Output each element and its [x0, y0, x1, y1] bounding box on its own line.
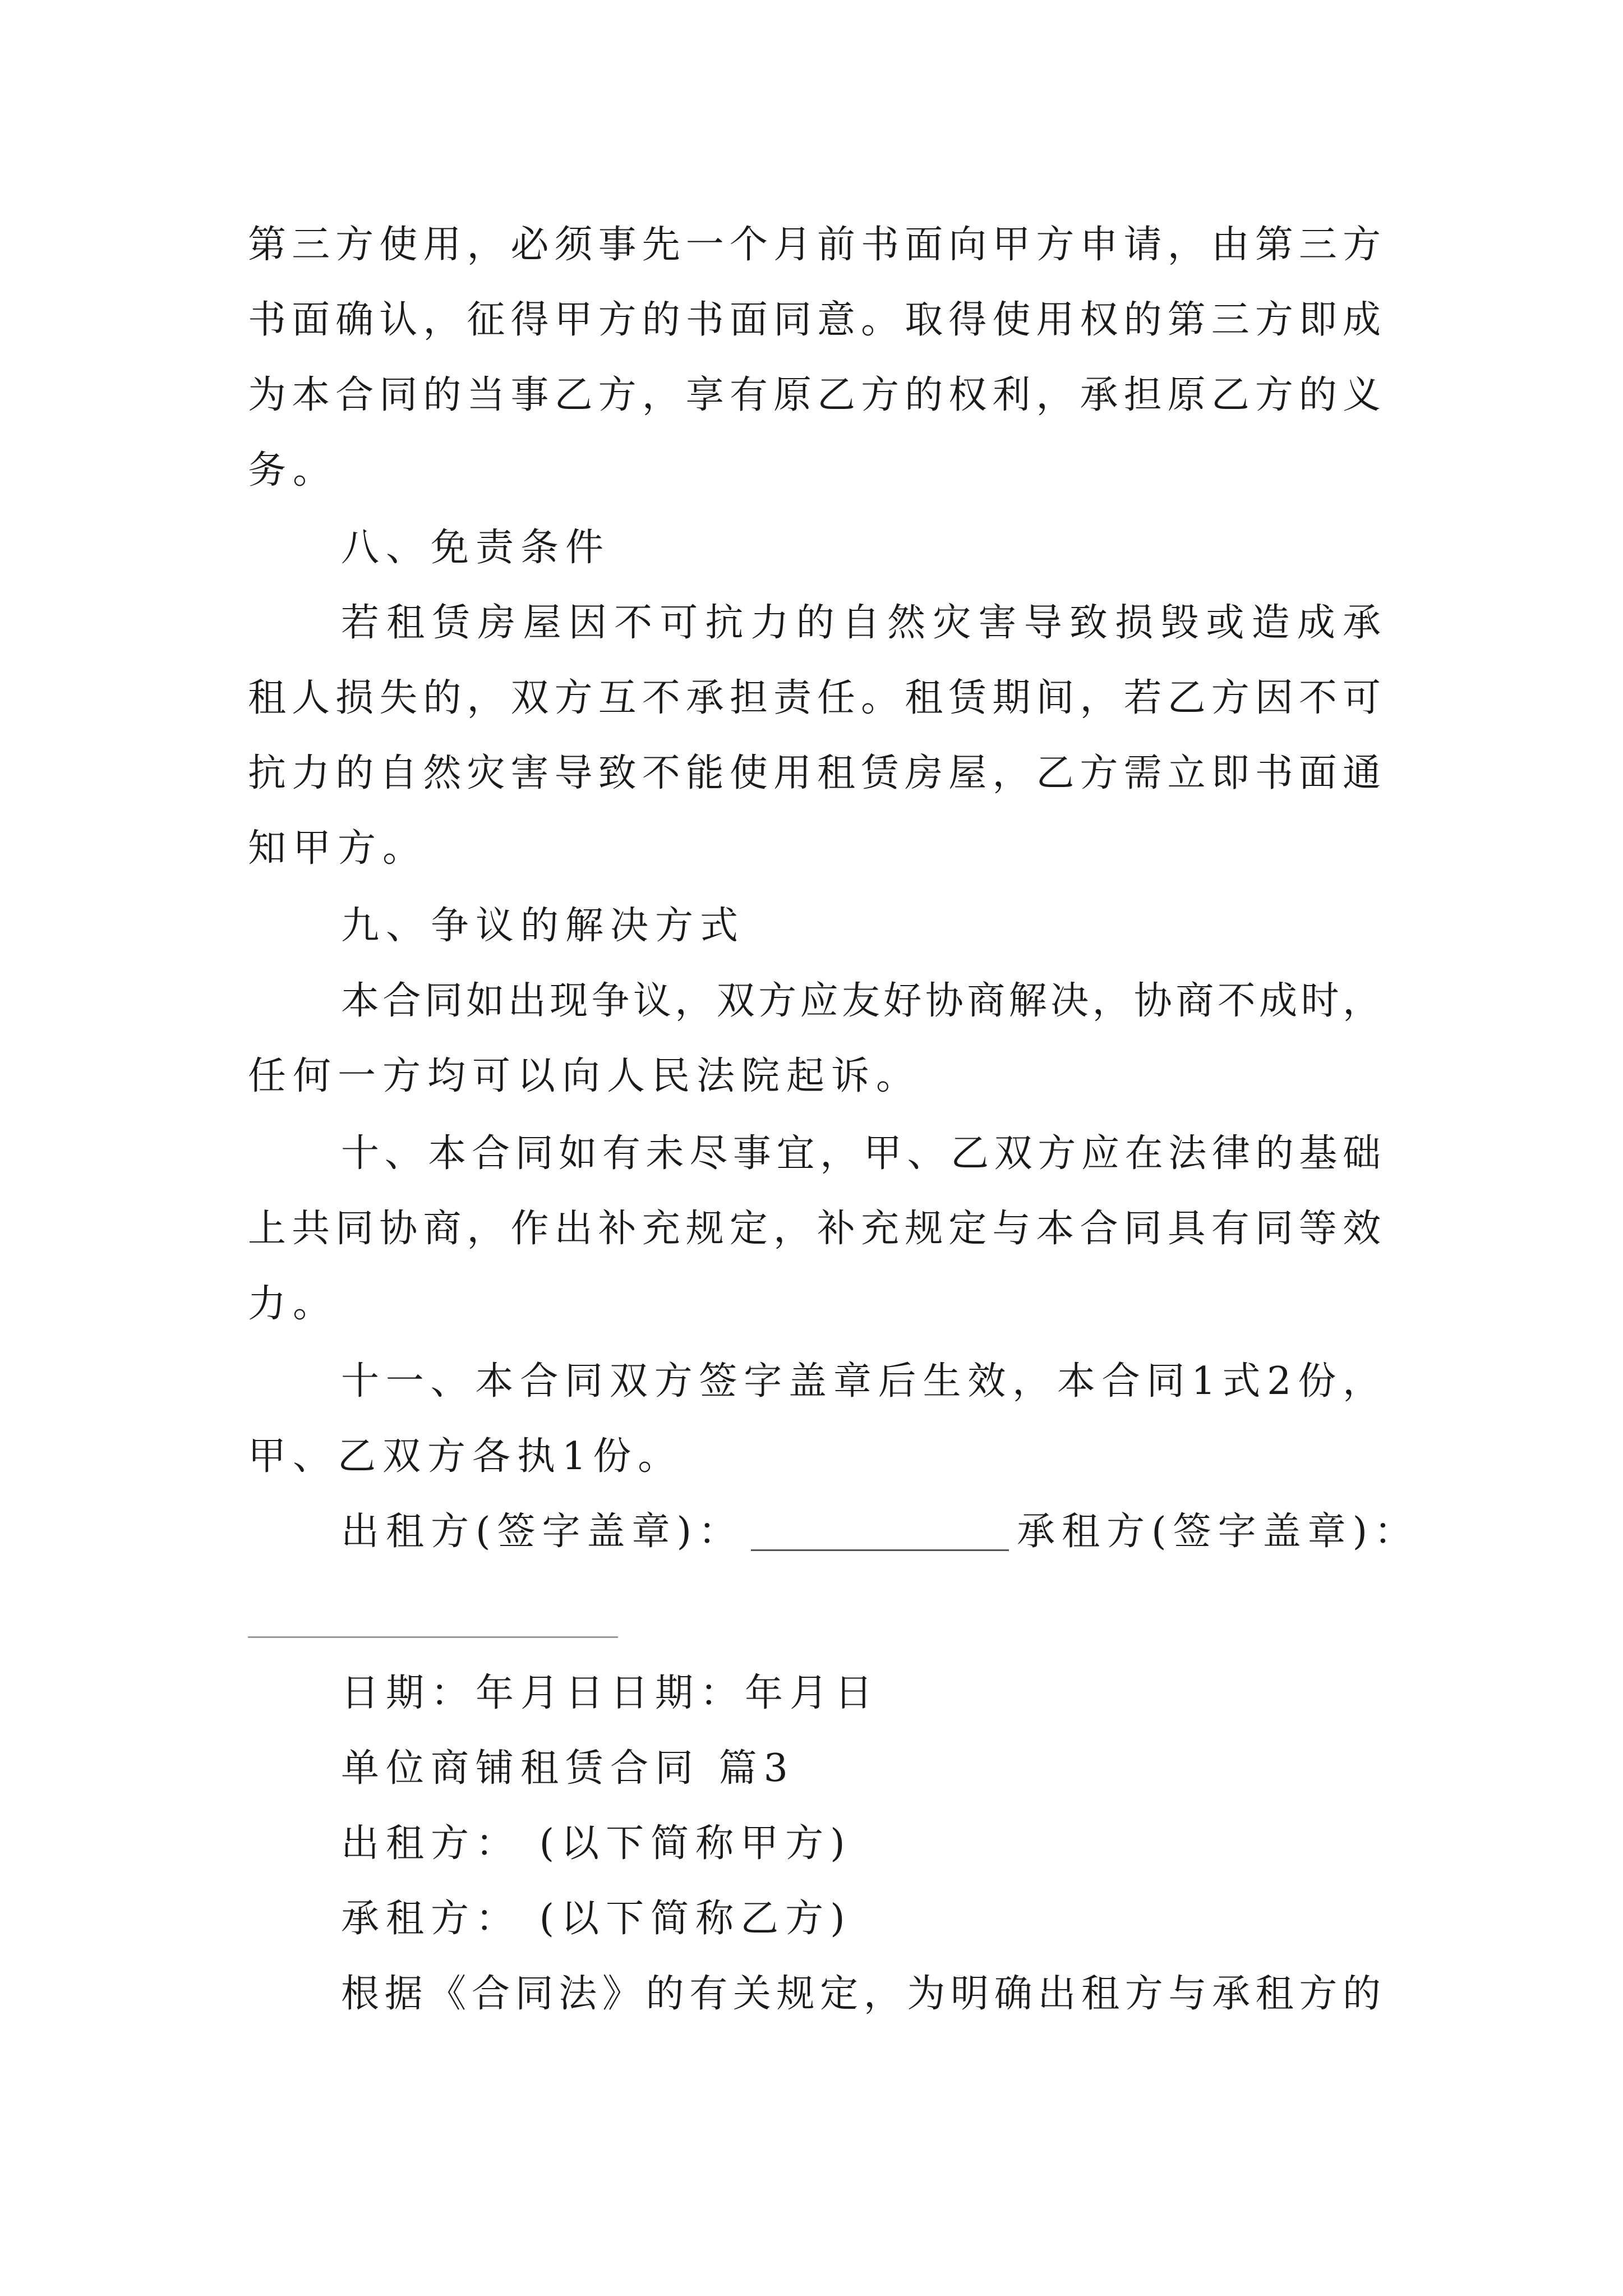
signature-line — [341, 1510, 1419, 1554]
lessor-line: 出租方： (以下简称甲方) — [341, 1821, 852, 1866]
body-line: 租人损失的，双方互不承担责任。租赁期间，若乙方因不可 — [248, 676, 1381, 720]
body-line: 甲、乙双方各执1份。 — [248, 1434, 683, 1479]
body-line: 第三方使用，必须事先一个月前书面向甲方申请，由第三方 — [248, 223, 1381, 267]
intro-line: 根据《合同法》的有关规定，为明确出租方与承租方的 — [341, 1972, 1381, 2016]
body-line: 若租赁房屋因不可抗力的自然灾害导致损毁或造成承 — [341, 601, 1381, 645]
body-line: 本合同如出现争议，双方应友好协商解决，协商不成时， — [341, 979, 1381, 1023]
date-line: 日期：年月日日期：年月日 — [341, 1671, 880, 1715]
body-line: 上共同协商，作出补充规定，补充规定与本合同具有同等效 — [248, 1207, 1381, 1251]
body-line: 书面确认，征得甲方的书面同意。取得使用权的第三方即成 — [248, 298, 1381, 342]
body-line: 力。 — [248, 1282, 338, 1326]
body-line: 任何一方均可以向人民法院起诉。 — [248, 1054, 921, 1098]
lessor-signature-label: 出租方(签字盖章)： — [341, 1510, 744, 1554]
body-line: 务。 — [248, 448, 338, 493]
lessee-line: 承租方： (以下简称乙方) — [341, 1897, 852, 1941]
body-line: 知甲方。 — [248, 826, 428, 871]
body-line: 为本合同的当事乙方，享有原乙方的权利，承担原乙方的义 — [248, 373, 1381, 417]
body-line: 十一、本合同双方签字盖章后生效，本合同1式2份， — [341, 1359, 1381, 1404]
section-heading: 八、免责条件 — [341, 526, 611, 570]
lessor-signature-blank — [751, 1516, 1009, 1551]
body-line: 十、本合同如有未尽事宜，甲、乙双方应在法律的基础 — [341, 1131, 1381, 1176]
lessee-signature-label: 承租方(签字盖章)： — [1017, 1510, 1419, 1554]
contract-title: 单位商铺租赁合同 篇3 — [341, 1746, 795, 1791]
body-line: 抗力的自然灾害导致不能使用租赁房屋，乙方需立即书面通 — [248, 751, 1381, 795]
lessee-signature-blank — [248, 1636, 618, 1638]
section-heading: 九、争议的解决方式 — [341, 904, 745, 948]
